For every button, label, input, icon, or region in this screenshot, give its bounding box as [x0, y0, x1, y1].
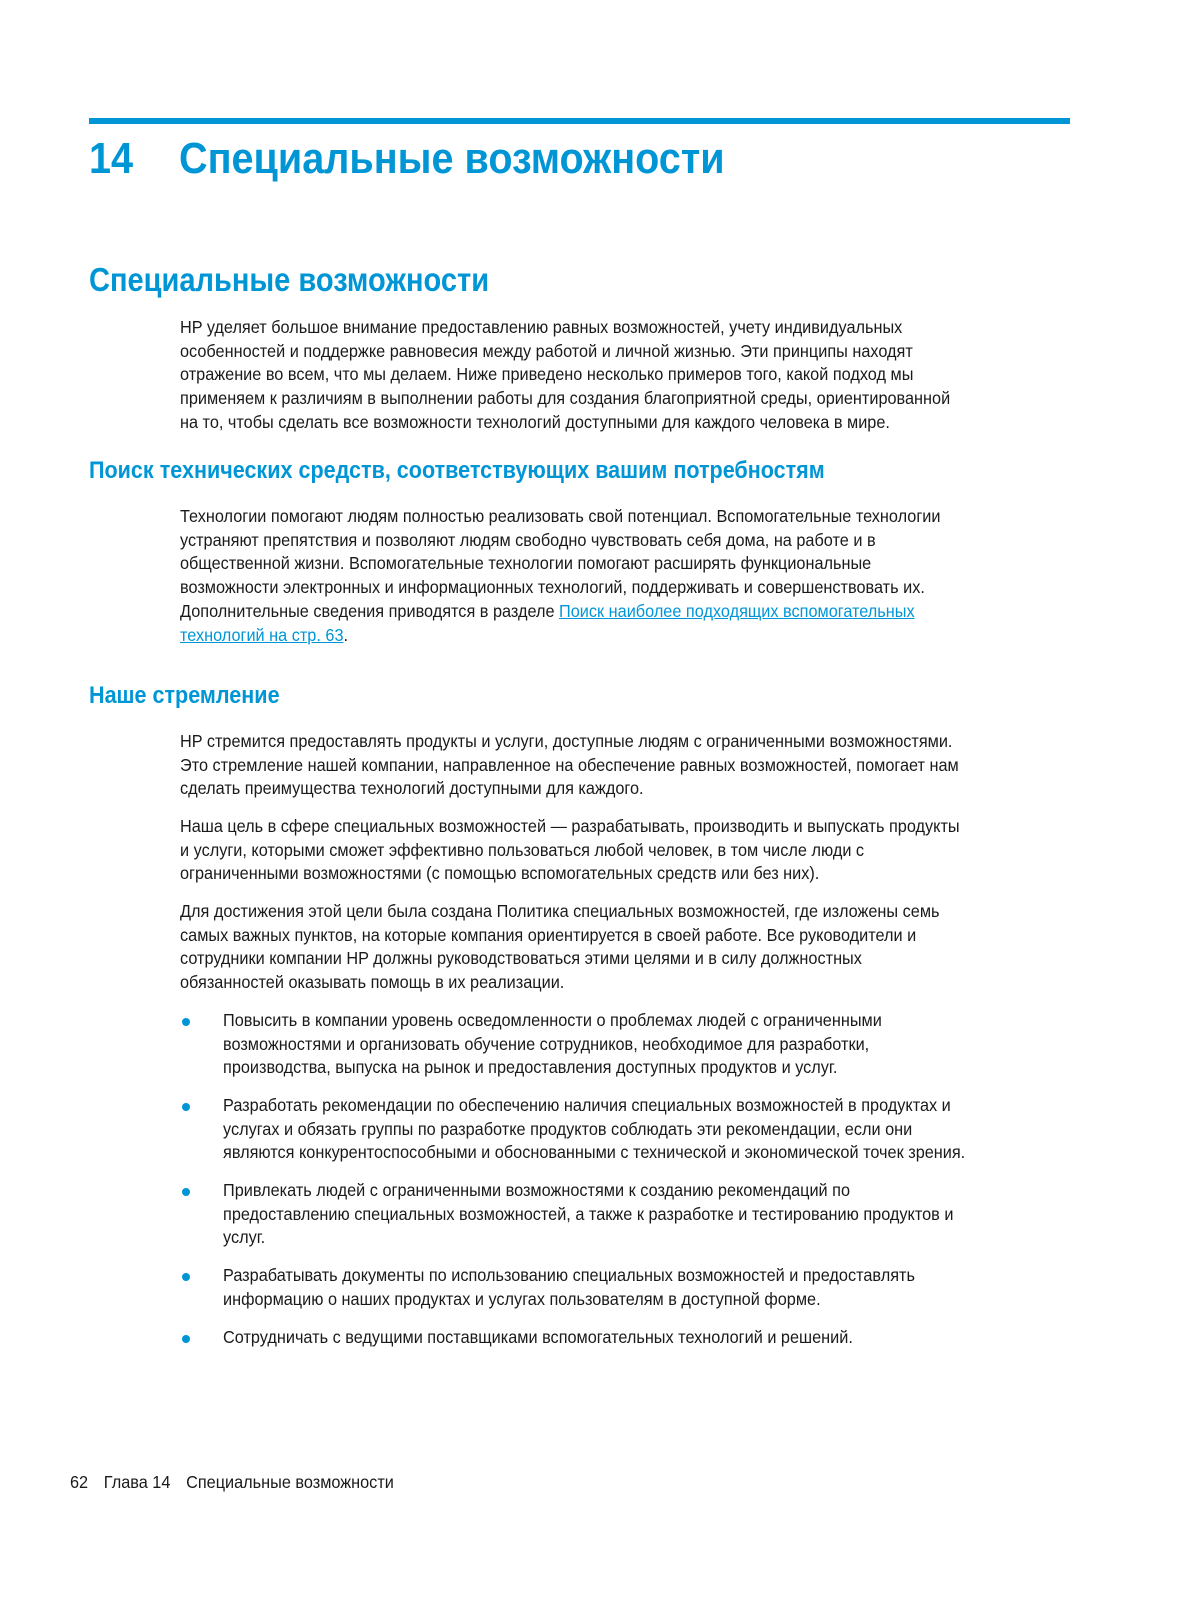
list-item: [180, 1264, 1080, 1311]
footer-chapter: Глава 14: [103, 1472, 171, 1492]
list-item: [180, 1094, 1080, 1165]
text-line: сделать преимущества технологий доступными для каждого.: [180, 778, 644, 799]
text-line: HP стремится предоставлять продукты и услуги, доступные людям с ограниченными возможностями.: [180, 731, 953, 751]
section-title: Специальные возможности: [89, 261, 490, 298]
text-line: обязанностей оказывать помощь в их реализации.: [180, 972, 565, 993]
text-line: возможности электронных и информационных технологий, поддерживать и совершенствовать их.: [180, 577, 925, 598]
bullet-icon: [182, 1103, 190, 1111]
goal-paragraph: [180, 815, 1018, 886]
assistive-tech-link[interactable]: Поиск наиболее подходящих вспомогательных: [559, 600, 915, 621]
commitment-title: Наше стремление: [89, 682, 280, 709]
text-line: особенностей и поддержке равновесия между работой и личной жизнью. Эти принципы находят: [180, 340, 913, 361]
text-line: предоставлению специальных возможностей, а также к разработке и тестированию продуктов и: [223, 1203, 954, 1224]
footer-title: Специальные возможности: [186, 1472, 394, 1492]
list-item: [180, 1009, 1080, 1080]
text-line: Это стремление нашей компании, направленное на обеспечение равных возможностей, помогает нам: [180, 754, 959, 775]
text-line: устраняют препятствия и позволяют людям свободно чувствовать себя дома, на работе и в: [180, 529, 876, 550]
text-line: общественной жизни. Вспомогательные технологии помогают расширять функциональные: [180, 553, 872, 574]
bullet-icon: [182, 1188, 190, 1196]
search-paragraph: [180, 505, 998, 647]
text-line: Привлекать людей с ограниченными возможностями к созданию рекомендаций по: [223, 1180, 851, 1200]
text-line: на то, чтобы сделать все возможности технологий доступными для каждого человека в мире.: [180, 411, 890, 432]
text-line: услугах и обязать группы по разработке продуктов соблюдать эти рекомендации, если они: [223, 1118, 913, 1139]
assistive-tech-link-cont[interactable]: технологий на стр. 63: [180, 624, 344, 645]
text-line: Сотрудничать с ведущими поставщиками вспомогательных технологий и решений.: [223, 1327, 853, 1347]
text-line: Для достижения этой цели была создана Политика специальных возможностей, где изложены семь: [180, 901, 940, 921]
text-line: отражение во всем, что мы делаем. Ниже приведено несколько примеров того, какой подход мы: [180, 364, 914, 385]
text-line: самых важных пунктов, на которые компания ориентируется в своей работе. Все руководители и: [180, 924, 917, 945]
search-section-title: Поиск технических средств, соответствующих вашим потребностям: [89, 457, 825, 484]
text-line: услуг.: [223, 1227, 266, 1248]
text-line: [180, 624, 940, 648]
chapter-title-text: Специальные возможности: [179, 134, 725, 183]
chapter-number: 14: [89, 134, 134, 183]
policy-paragraph: [180, 900, 997, 995]
text-line: [180, 600, 940, 624]
text-fragment: Дополнительные сведения приводятся в разделе: [180, 600, 560, 621]
text-line: производства, выпуска на рынок и предоставления доступных продуктов и услуг.: [223, 1057, 838, 1078]
text-line: Повысить в компании уровень осведомленности о проблемах людей с ограниченными: [223, 1010, 882, 1030]
text-line: сотрудники компании HP должны руководствоваться этими целями и в силу должностных: [180, 948, 862, 969]
text-line: возможностями и организовать обучение сотрудников, необходимое для разработки,: [223, 1033, 870, 1054]
bullet-icon: [182, 1273, 190, 1281]
text-line: информацию о наших продуктах и услугах пользователям в доступной форме.: [223, 1288, 821, 1309]
text-line: Наша цель в сфере специальных возможностей — разрабатывать, производить и выпускать продукты: [180, 816, 960, 836]
chapter-rule: [89, 118, 1070, 124]
text-line: ограниченными возможностями (с помощью вспомогательных средств или без них).: [180, 863, 820, 884]
text-line: Разрабатывать документы по использованию специальных возможностей и предоставлять: [223, 1265, 915, 1285]
commitment-paragraph: [180, 730, 1017, 801]
list-item: [180, 1179, 1080, 1250]
text-line: и услуги, которыми сможет эффективно пользоваться любой человек, в том числе люди с: [180, 839, 865, 860]
text-line: являются конкурентоспособными и обоснованными с технической и экономической точек зрения.: [223, 1142, 966, 1163]
intro-paragraph: [180, 316, 1008, 435]
text-line: Разработать рекомендации по обеспечению наличия специальных возможностей в продуктах и: [223, 1095, 951, 1115]
bullet-icon: [182, 1018, 190, 1026]
chapter-title: [89, 134, 725, 184]
text-line: применяем к различиям в выполнении работы для создания благоприятной среды, ориентированной: [180, 388, 951, 409]
page-footer: [70, 1472, 405, 1493]
list-item: [180, 1326, 1080, 1350]
text-line: Технологии помогают людям полностью реализовать свой потенциал. Вспомогательные технологии: [180, 506, 941, 526]
bullet-icon: [182, 1335, 190, 1343]
page-number: 62: [70, 1472, 89, 1492]
text-fragment: .: [343, 624, 349, 645]
text-line: HP уделяет большое внимание предоставлению равных возможностей, учету индивидуальных: [180, 317, 903, 337]
